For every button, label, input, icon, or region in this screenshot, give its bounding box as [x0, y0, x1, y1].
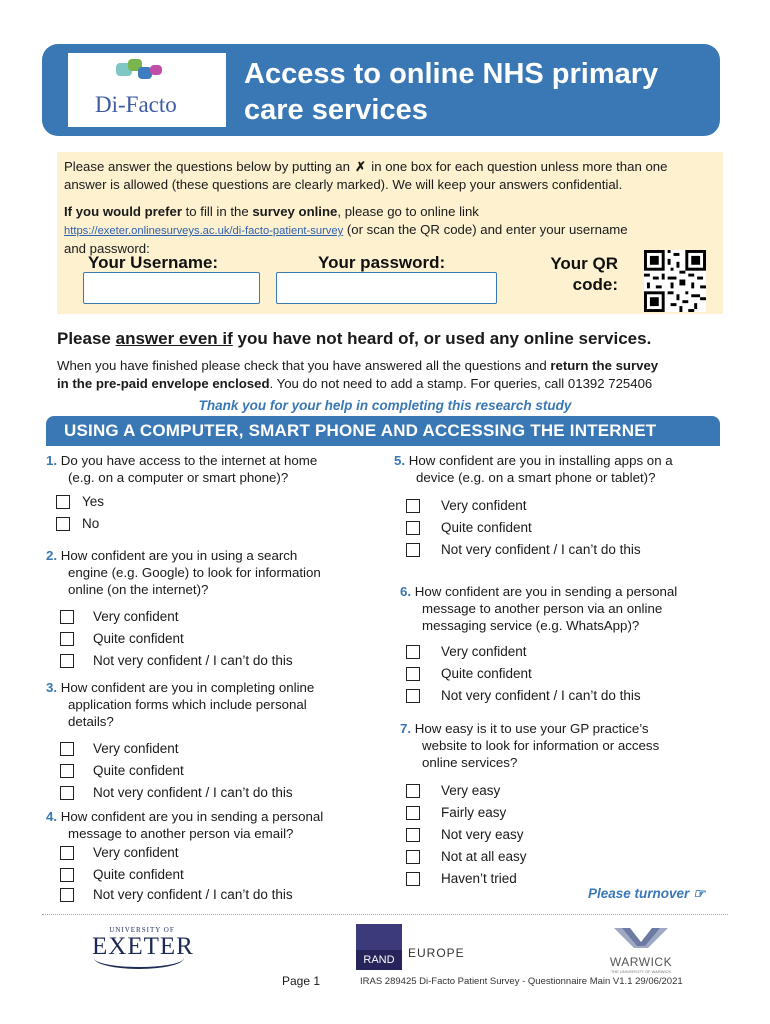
checkbox[interactable]	[406, 667, 420, 681]
note-part: you have not heard of, or used any online services	[232, 329, 647, 348]
checkbox[interactable]	[60, 610, 74, 624]
question-text: online (on the internet)?	[68, 582, 209, 597]
question-6	[400, 583, 720, 634]
option-label: Fairly easy	[441, 805, 507, 820]
question-text: (e.g. on a computer or smart phone)?	[68, 470, 289, 485]
qr-label	[540, 253, 618, 295]
note-part: return the survey	[550, 358, 659, 373]
option-label: Not very confident / I can’t do this	[441, 542, 641, 557]
note-part: Please	[57, 329, 116, 348]
prefer-text: , please go to online link	[337, 204, 479, 219]
question-1	[46, 452, 376, 486]
question-text: message to another person via email?	[68, 826, 294, 841]
question-text: How confident are you in sending a personal	[414, 584, 678, 599]
question-text: messaging service (e.g. WhatsApp)?	[422, 618, 640, 633]
question-7	[400, 720, 720, 771]
checkbox[interactable]	[406, 521, 420, 535]
qr-label-line: code:	[572, 275, 618, 294]
answer-even-if-note	[57, 329, 651, 349]
option-label: Very easy	[441, 783, 501, 798]
question-text: How easy is it to use your GP practice’s	[414, 721, 649, 736]
logo-text: Di-Facto	[95, 92, 177, 117]
europe-text: EUROPE	[408, 946, 465, 960]
pointing-hand-icon: ☞	[693, 886, 706, 901]
checkbox[interactable]	[406, 645, 420, 659]
username-label: Your Username:	[88, 253, 219, 272]
turnover-note	[588, 886, 705, 902]
question-text: online services?	[422, 755, 518, 770]
q4-options	[60, 844, 293, 904]
iras-reference: IRAS 289425 Di-Facto Patient Survey - Questionnaire Main V1.1 29/06/2021	[360, 976, 683, 987]
question-number: 2.	[46, 548, 58, 563]
question-number: 6.	[400, 584, 412, 599]
instruction-line: Please answer the questions below by putting an	[64, 159, 350, 174]
title-line: Access to online NHS primary	[244, 58, 659, 90]
question-number: 7.	[400, 721, 412, 736]
option-label: Not very confident / I can’t do this	[93, 653, 293, 668]
checkbox[interactable]	[406, 828, 420, 842]
question-text: engine (e.g. Google) to look for information	[68, 565, 321, 580]
warwick-subtext: THE UNIVERSITY OF WARWICK	[610, 969, 672, 974]
question-number: 1.	[46, 453, 58, 468]
option-label: Not at all easy	[441, 849, 527, 864]
q2-options	[60, 608, 293, 670]
note-part: .	[646, 329, 652, 348]
instruction-line: answer is allowed (these questions are clearly marked). We will keep your answers confidential.	[64, 177, 623, 192]
rand-logo-text: RAND	[356, 950, 402, 970]
warwick-text: WARWICK	[609, 955, 673, 969]
option-label: Quite confident	[93, 631, 184, 646]
chat-bubble-icon	[150, 65, 162, 75]
prefer-text: If you would prefer	[64, 204, 182, 219]
exeter-logo-top: UNIVERSITY OF	[109, 926, 175, 934]
checkbox[interactable]	[406, 543, 420, 557]
option-label: No	[82, 516, 100, 531]
question-3	[46, 679, 376, 730]
prefer-text: to fill in the	[181, 204, 253, 219]
option-label: Yes	[82, 494, 105, 509]
checkbox[interactable]	[406, 499, 420, 513]
question-text: application forms which include personal	[68, 697, 307, 712]
q6-options	[406, 643, 641, 705]
exeter-logo-swoosh	[94, 947, 184, 969]
option-label: Quite confident	[93, 763, 184, 778]
option-label: Very confident	[441, 498, 527, 513]
page-title	[244, 56, 714, 128]
section-title: USING A COMPUTER, SMART PHONE AND ACCESSING THE INTERNET	[64, 421, 657, 440]
option-label: Very confident	[93, 845, 179, 860]
question-text: device (e.g. on a smart phone or tablet)?	[416, 470, 656, 485]
q3-options	[60, 740, 293, 802]
checkbox[interactable]	[60, 764, 74, 778]
question-2	[46, 547, 376, 598]
checkbox[interactable]	[406, 872, 420, 886]
checkbox[interactable]	[60, 786, 74, 800]
checkbox[interactable]	[406, 784, 420, 798]
question-number: 5.	[394, 453, 406, 468]
password-field[interactable]	[276, 272, 497, 304]
option-label: Very confident	[93, 609, 179, 624]
note-part: . You do not need to add a stamp. For queries, call 01392 725406	[269, 376, 653, 391]
question-text: How confident are you in sending a personal	[60, 809, 324, 824]
option-label: Very confident	[441, 644, 527, 659]
checkbox[interactable]	[56, 495, 70, 509]
checkbox[interactable]	[60, 654, 74, 668]
qr-label-line: Your QR	[550, 254, 618, 273]
checkbox[interactable]	[56, 517, 70, 531]
option-label: Not very confident / I can’t do this	[93, 887, 293, 902]
page-number: Page 1	[282, 974, 321, 988]
checkbox[interactable]	[60, 888, 74, 902]
rand-logo	[356, 924, 402, 970]
question-text: How confident are you in using a search	[60, 548, 298, 563]
instructions-text	[64, 158, 720, 258]
prefer-text: survey online	[252, 204, 338, 219]
turnover-text: Please turnover	[588, 886, 690, 901]
warwick-logo	[608, 926, 674, 972]
footer-divider	[42, 914, 728, 915]
option-label: Haven’t tried	[441, 871, 517, 886]
checkbox[interactable]	[60, 632, 74, 646]
title-line: care services	[244, 94, 428, 126]
note-underline: answer even if	[115, 329, 233, 348]
link-line2: and password:	[64, 241, 150, 256]
option-label: Not very confident / I can’t do this	[441, 688, 641, 703]
checkbox[interactable]	[406, 850, 420, 864]
question-4	[46, 808, 376, 842]
question-text: Do you have access to the internet at home	[60, 453, 318, 468]
link-after-text: (or scan the QR code) and enter your username	[343, 222, 628, 237]
question-number: 4.	[46, 809, 58, 824]
question-text: How confident are you in installing apps on a	[408, 453, 673, 468]
option-label: Not very easy	[441, 827, 524, 842]
note-part: in the pre-paid envelope enclosed	[57, 376, 270, 391]
return-instructions	[57, 357, 737, 393]
exeter-logo-text: EXETER	[92, 933, 194, 960]
username-field[interactable]	[83, 272, 260, 304]
password-label: Your password:	[318, 253, 446, 272]
checkbox[interactable]	[406, 689, 420, 703]
cross-mark-icon: ✗	[355, 159, 367, 174]
checkbox[interactable]	[60, 868, 74, 882]
question-text: details?	[68, 714, 114, 729]
checkbox[interactable]	[60, 846, 74, 860]
option-label: Not very confident / I can’t do this	[93, 785, 293, 800]
survey-link[interactable]: https://exeter.onlinesurveys.ac.uk/di-facto-patient-survey	[64, 225, 344, 237]
option-label: Quite confident	[441, 520, 532, 535]
option-label: Very confident	[93, 741, 179, 756]
question-number: 3.	[46, 680, 58, 695]
question-text: How confident are you in completing online	[60, 680, 315, 695]
question-text: website to look for information or access	[422, 738, 660, 753]
note-part: When you have finished please check that you have answered all the questions and	[57, 358, 551, 373]
checkbox[interactable]	[406, 806, 420, 820]
exeter-logo	[92, 922, 192, 972]
q1-options	[56, 493, 104, 533]
checkbox[interactable]	[60, 742, 74, 756]
option-label: Quite confident	[93, 867, 184, 882]
question-5	[394, 452, 724, 486]
q5-options	[406, 497, 641, 559]
option-label: Quite confident	[441, 666, 532, 681]
instruction-line: in one box for each question unless more than one	[371, 159, 668, 174]
thank-you-text: Thank you for your help in completing this research study	[198, 398, 572, 413]
q7-options	[406, 782, 527, 888]
qr-code-icon[interactable]	[644, 250, 706, 312]
question-text: message to another person via an online	[422, 601, 663, 616]
warwick-crest-icon	[608, 926, 674, 950]
